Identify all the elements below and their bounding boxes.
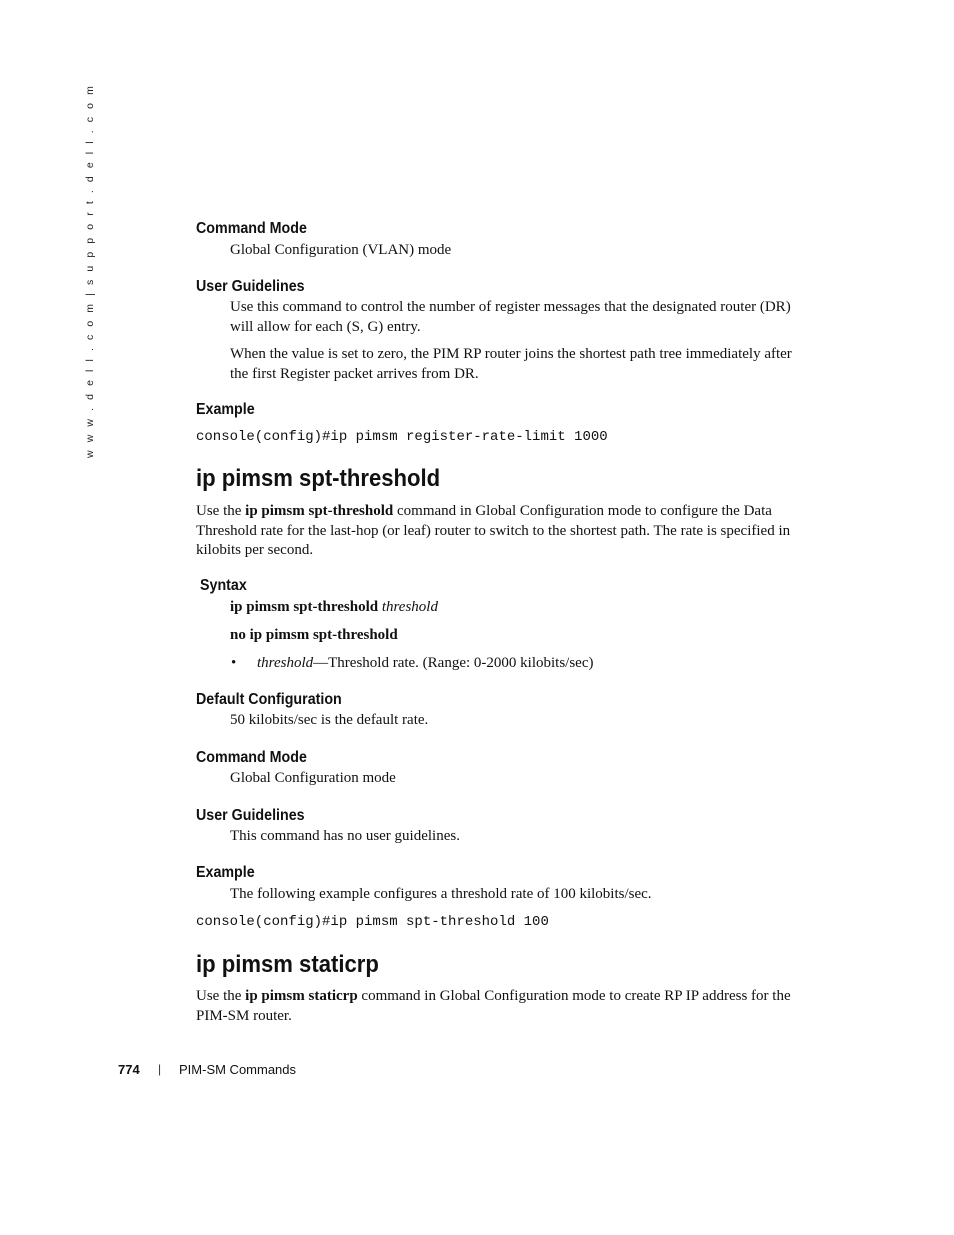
user-guidelines-heading: User Guidelines: [196, 807, 305, 824]
default-config-heading: Default Configuration: [196, 691, 342, 708]
user-guidelines-heading: User Guidelines: [196, 278, 305, 295]
page-number: 774: [118, 1062, 140, 1077]
example-code: console(config)#ip pimsm register-rate-limit 1000: [196, 429, 608, 445]
intro-text: Use the: [196, 988, 246, 1004]
intro-text: command in Global Configuration mode to configure the Data Threshold rate for the last-hop (or leaf) router to switch to the shortest path. The rate is specified in kilobits per second.: [196, 503, 791, 558]
parameter-description: [257, 654, 817, 674]
example-heading: Example: [196, 864, 255, 881]
syntax-heading: Syntax: [200, 577, 247, 594]
user-guidelines-paragraph: When the value is set to zero, the PIM RP router joins the shortest path tree immediately after the first Register packet arrives from DR.: [230, 346, 792, 382]
parameter-text: —Threshold rate. (Range: 0-2000 kilobits/sec): [313, 655, 594, 671]
syntax-line: [230, 626, 810, 646]
command-mode-text: Global Configuration mode: [230, 770, 396, 786]
syntax-line: [230, 598, 810, 618]
command-name: ip pimsm spt-threshold: [245, 503, 394, 519]
command-name: ip pimsm staticrp: [245, 988, 358, 1004]
example-code: console(config)#ip pimsm spt-threshold 100: [196, 914, 549, 930]
command-mode-heading: Command Mode: [196, 749, 307, 766]
page-title: ip pimsm spt-threshold: [196, 465, 441, 492]
syntax-command: no ip pimsm spt-threshold: [230, 627, 398, 643]
section-title: ip pimsm staticrp: [196, 951, 379, 978]
command-intro: [196, 502, 816, 561]
syntax-command: ip pimsm spt-threshold: [230, 599, 379, 615]
default-config-text: 50 kilobits/sec is the default rate.: [230, 712, 429, 728]
command-intro: [196, 987, 816, 1026]
user-guidelines-paragraph: Use this command to control the number of register messages that the designated router (DR) will allow for each (S, G) entry.: [230, 299, 791, 335]
intro-text: Use the: [196, 503, 246, 519]
syntax-param: threshold: [381, 599, 438, 615]
command-mode-heading: Command Mode: [196, 220, 307, 237]
chapter-title: PIM-SM Commands: [179, 1062, 297, 1077]
bullet-icon: •: [231, 655, 237, 671]
example-heading: Example: [196, 401, 255, 418]
side-url: w w w . d e l l . c o m | s u p p o r t . d e l l . c o m: [84, 83, 96, 458]
footer-separator: |: [158, 1062, 162, 1076]
intro-text: command in Global Configuration mode to create RP IP address for the PIM-SM router.: [196, 988, 791, 1024]
command-mode-text: Global Configuration (VLAN) mode: [230, 242, 452, 258]
parameter-name: threshold: [257, 655, 314, 671]
example-text: The following example configures a threshold rate of 100 kilobits/sec.: [230, 886, 652, 902]
user-guidelines-text: This command has no user guidelines.: [230, 828, 460, 844]
